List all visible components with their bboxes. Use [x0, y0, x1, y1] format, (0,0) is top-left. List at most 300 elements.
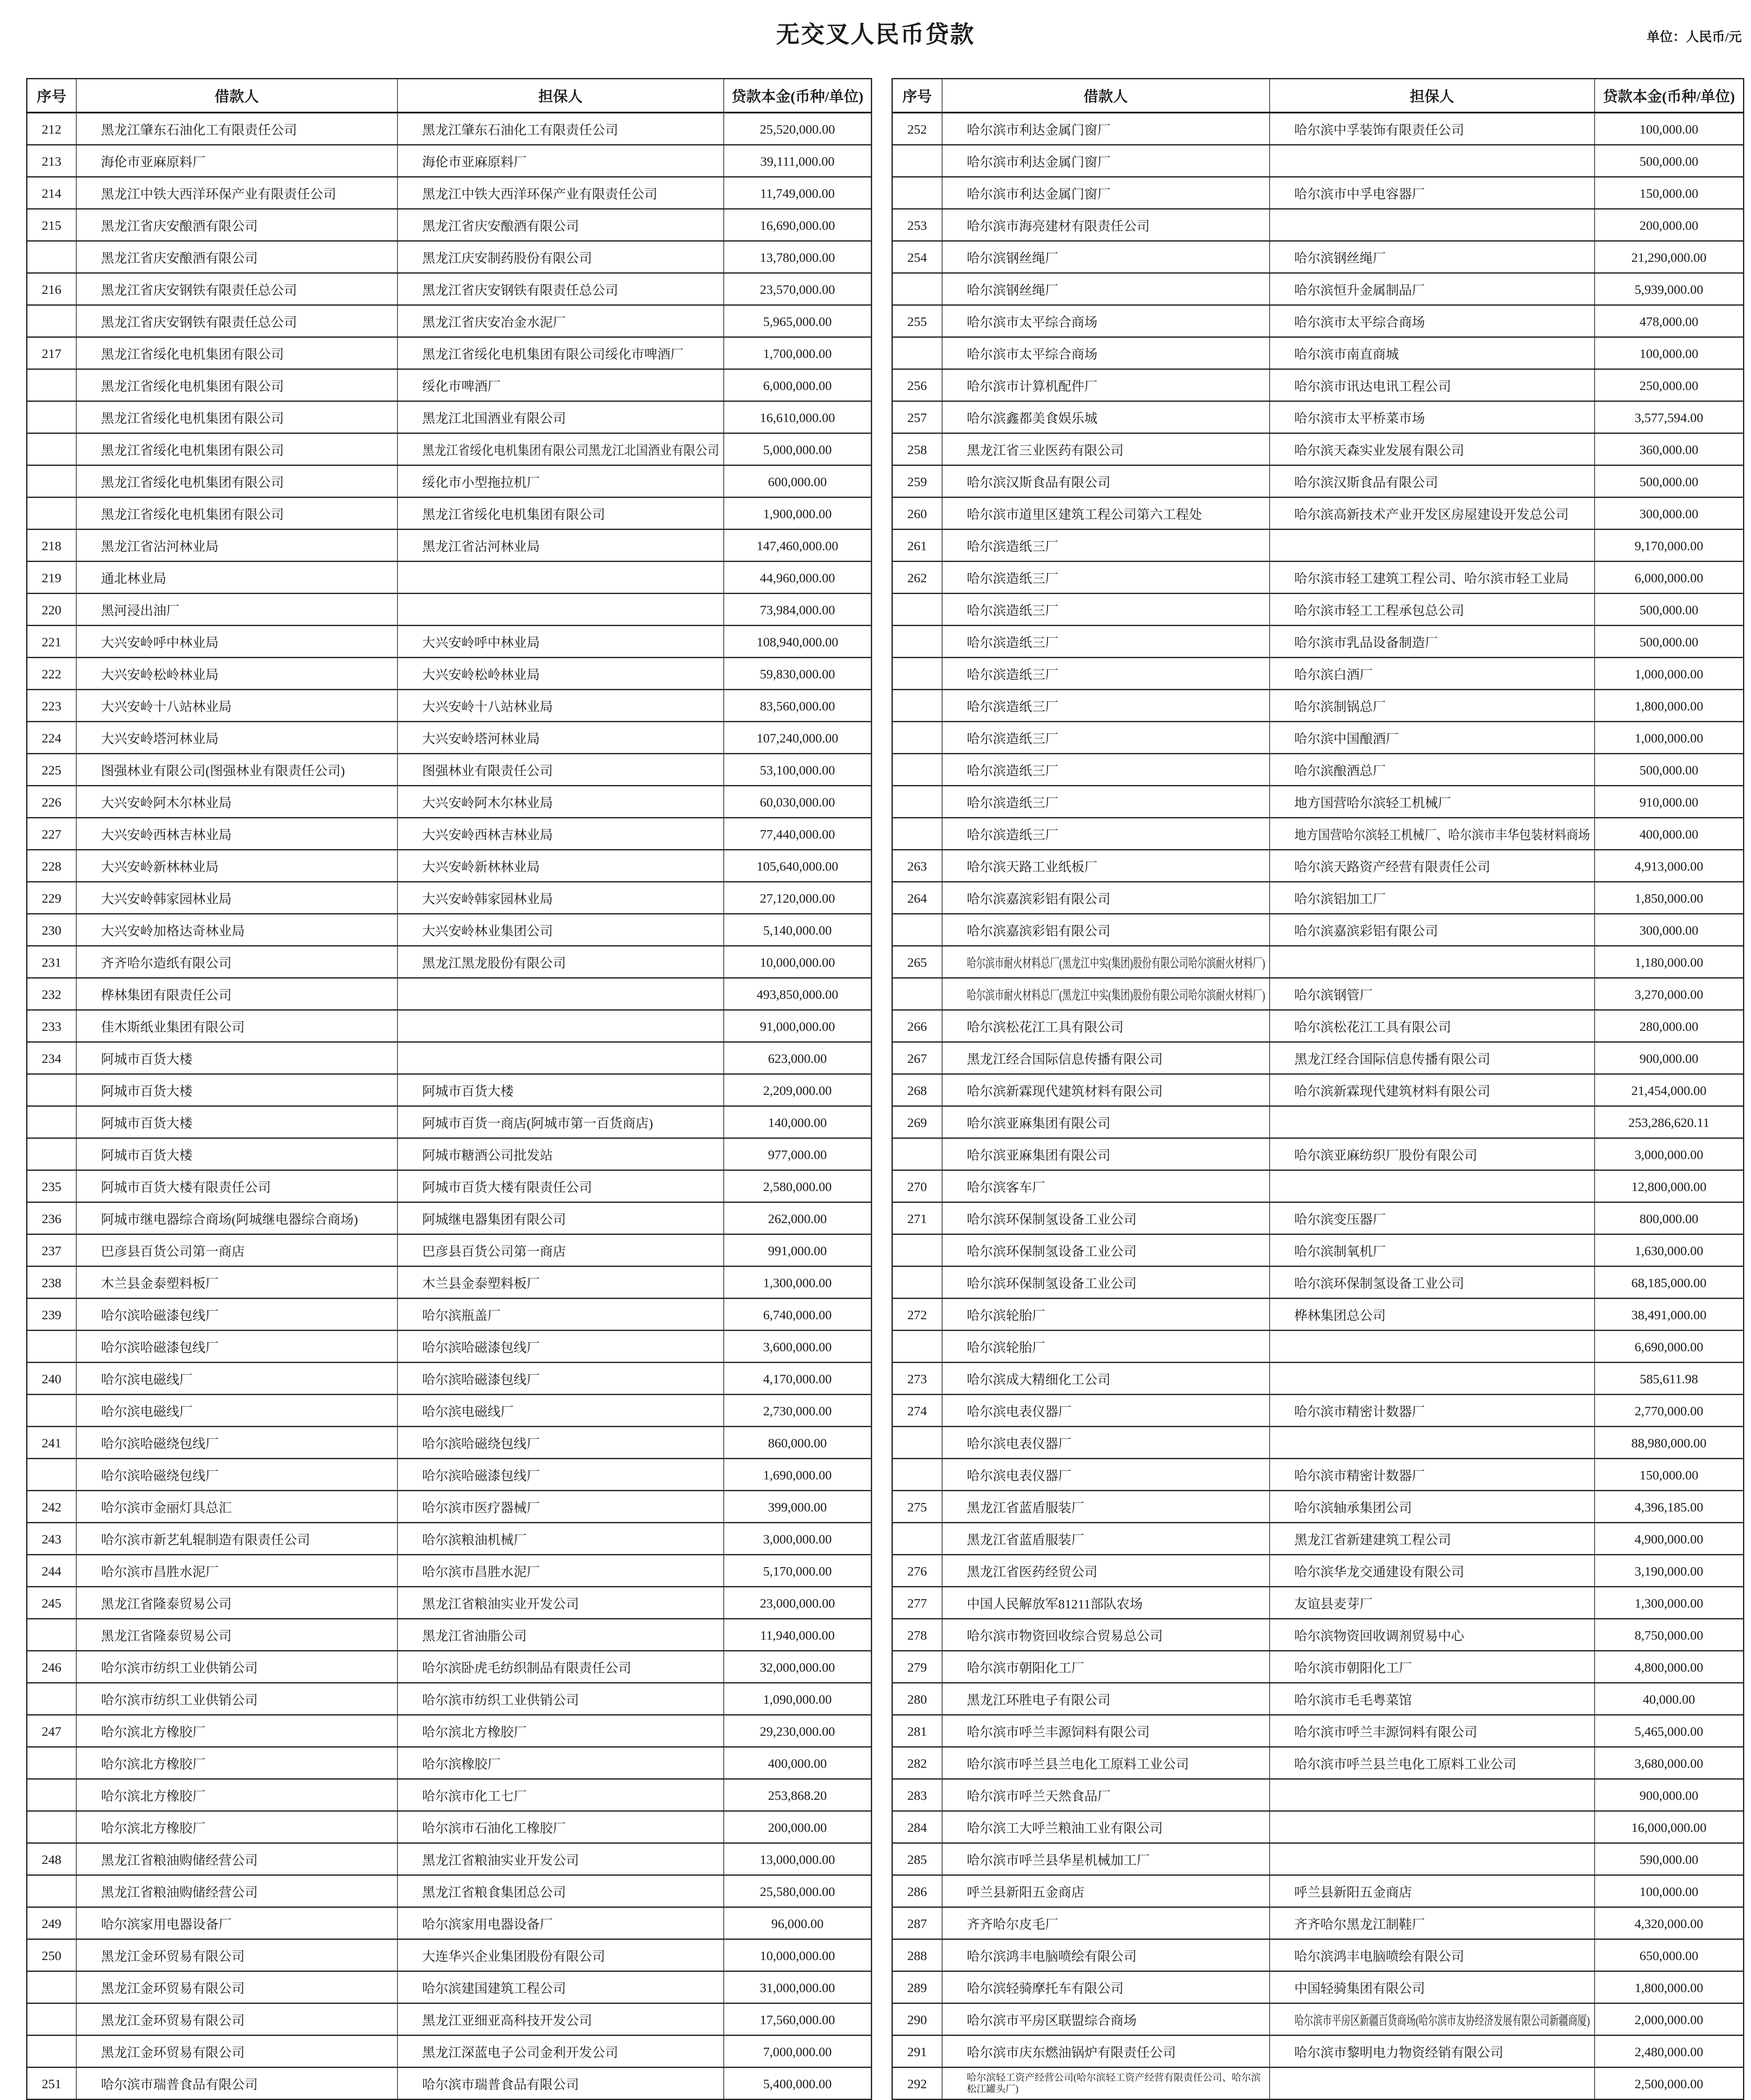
cell-amount: 17,560,000.00: [724, 2003, 872, 2035]
cell-borrower: 黑龙江省庆安酿酒有限公司: [76, 209, 397, 241]
table-row: [892, 1843, 1744, 1875]
cell-seq: [27, 401, 76, 433]
cell-guarantor: [397, 594, 724, 626]
cell-seq: 237: [27, 1234, 76, 1266]
cell-guarantor: [1270, 1363, 1595, 1395]
cell-amount: 253,868.20: [724, 1779, 872, 1811]
table-row: [892, 914, 1744, 946]
cell-seq: 232: [27, 978, 76, 1010]
cell-seq: 276: [892, 1555, 942, 1587]
cell-guarantor: 黑龙江黑龙股份有限公司: [397, 946, 724, 978]
table-row: [27, 1587, 872, 1619]
cell-guarantor: 哈尔滨哈磁漆包线厂: [397, 1363, 724, 1395]
cell-borrower: 大兴安岭西林吉林业局: [76, 818, 397, 850]
cell-amount: 10,000,000.00: [724, 1939, 872, 1971]
cell-amount: 11,749,000.00: [724, 177, 872, 209]
cell-guarantor: 哈尔滨市轻工工程承包总公司: [1270, 594, 1595, 626]
cell-borrower: 黑龙江金环贸易有限公司: [76, 1971, 397, 2003]
cell-guarantor: [1270, 1170, 1595, 1202]
cell-guarantor: [1270, 145, 1595, 177]
cell-seq: [27, 1331, 76, 1363]
cell-guarantor: [1270, 946, 1595, 978]
cell-amount: 6,690,000.00: [1595, 1331, 1744, 1363]
cell-amount: 68,185,000.00: [1595, 1266, 1744, 1299]
cell-seq: 234: [27, 1042, 76, 1074]
cell-borrower: 哈尔滨松花江工具有限公司: [942, 1010, 1270, 1042]
cell-borrower: 黑龙江省庆安酿酒有限公司: [76, 241, 397, 273]
table-row: [27, 850, 872, 882]
cell-seq: 236: [27, 1202, 76, 1234]
cell-amount: 262,000.00: [724, 1202, 872, 1234]
cell-amount: 1,850,000.00: [1595, 882, 1744, 914]
cell-guarantor: 哈尔滨钢管厂: [1270, 978, 1595, 1010]
cell-seq: [892, 786, 942, 818]
table-row: [892, 2068, 1744, 2100]
table-header: [892, 79, 1744, 113]
cell-seq: 274: [892, 1395, 942, 1427]
cell-guarantor: 黑龙江中铁大西洋环保产业有限责任公司: [397, 177, 724, 209]
cell-amount: 7,000,000.00: [724, 2035, 872, 2068]
cell-amount: 253,286,620.11: [1595, 1106, 1744, 1138]
cell-amount: 83,560,000.00: [724, 690, 872, 722]
cell-guarantor: 大兴安岭十八站林业局: [397, 690, 724, 722]
cell-amount: 500,000.00: [1595, 754, 1744, 786]
table-row: [892, 1202, 1744, 1234]
cell-amount: 3,680,000.00: [1595, 1747, 1744, 1779]
cell-borrower: 哈尔滨造纸三厂: [942, 562, 1270, 594]
cell-seq: [892, 914, 942, 946]
table-row: [27, 1683, 872, 1715]
cell-guarantor: [397, 562, 724, 594]
header-row: [27, 79, 872, 113]
column-header-borrower: 借款人: [76, 79, 397, 113]
cell-seq: 221: [27, 626, 76, 658]
table-row: [27, 177, 872, 209]
cell-amount: 88,980,000.00: [1595, 1427, 1744, 1459]
cell-borrower: 黑龙江省三业医药有限公司: [942, 433, 1270, 465]
cell-borrower: 哈尔滨市物资回收综合贸易总公司: [942, 1619, 1270, 1651]
cell-seq: 238: [27, 1266, 76, 1299]
table-row: [27, 1555, 872, 1587]
cell-guarantor: 哈尔滨白酒厂: [1270, 658, 1595, 690]
cell-amount: 2,580,000.00: [724, 1170, 872, 1202]
cell-seq: 225: [27, 754, 76, 786]
cell-seq: 248: [27, 1843, 76, 1875]
cell-borrower: 哈尔滨哈磁漆包线厂: [76, 1331, 397, 1363]
cell-borrower: 黑龙江省绥化电机集团有限公司: [76, 497, 397, 530]
cell-seq: 226: [27, 786, 76, 818]
cell-amount: 1,000,000.00: [1595, 658, 1744, 690]
table-row: [27, 1363, 872, 1395]
table-row: [27, 978, 872, 1010]
page-title: 无交叉人民币贷款: [776, 22, 975, 48]
cell-borrower: 佳木斯纸业集团有限公司: [76, 1010, 397, 1042]
table-row: [27, 1875, 872, 1907]
cell-guarantor: 哈尔滨市纺织工业供销公司: [397, 1683, 724, 1715]
cell-guarantor: [1270, 1106, 1595, 1138]
cell-borrower: 大兴安岭呼中林业局: [76, 626, 397, 658]
cell-guarantor: 木兰县金泰塑料板厂: [397, 1266, 724, 1299]
cell-amount: 5,965,000.00: [724, 305, 872, 337]
cell-seq: [27, 497, 76, 530]
cell-seq: [27, 241, 76, 273]
table-row: [892, 658, 1744, 690]
cell-borrower: 黑龙江肇东石油化工有限责任公司: [76, 113, 397, 145]
table-row: [27, 1074, 872, 1106]
cell-borrower: 哈尔滨环保制氢设备工业公司: [942, 1202, 1270, 1234]
table-row: [27, 530, 872, 562]
cell-guarantor: 哈尔滨华龙交通建设有限公司: [1270, 1555, 1595, 1587]
cell-amount: 399,000.00: [724, 1491, 872, 1523]
cell-amount: 40,000.00: [1595, 1683, 1744, 1715]
cell-seq: 275: [892, 1491, 942, 1523]
cell-guarantor: 哈尔滨天森实业发展有限公司: [1270, 433, 1595, 465]
cell-seq: 240: [27, 1363, 76, 1395]
cell-guarantor: 哈尔滨中孚装饰有限责任公司: [1270, 113, 1595, 145]
cell-seq: 246: [27, 1651, 76, 1683]
cell-borrower: 黑龙江省隆泰贸易公司: [76, 1619, 397, 1651]
cell-seq: [27, 1106, 76, 1138]
cell-guarantor: 阿城继电器集团有限公司: [397, 1202, 724, 1234]
cell-seq: [27, 465, 76, 497]
cell-amount: 2,209,000.00: [724, 1074, 872, 1106]
cell-borrower: 黑龙江省庆安钢铁有限责任总公司: [76, 305, 397, 337]
cell-borrower: 哈尔滨成大精细化工公司: [942, 1363, 1270, 1395]
table-row: [27, 209, 872, 241]
cell-seq: [892, 1427, 942, 1459]
cell-borrower: 哈尔滨电表仪器厂: [942, 1395, 1270, 1427]
cell-amount: 280,000.00: [1595, 1010, 1744, 1042]
table-row: [892, 2035, 1744, 2068]
cell-seq: 287: [892, 1907, 942, 1939]
cell-borrower: 哈尔滨汉斯食品有限公司: [942, 465, 1270, 497]
cell-amount: 1,800,000.00: [1595, 1971, 1744, 2003]
cell-borrower: 黑龙江省绥化电机集团有限公司: [76, 465, 397, 497]
cell-guarantor: 大兴安岭西林吉林业局: [397, 818, 724, 850]
table-row: [892, 1811, 1744, 1843]
cell-guarantor: 黑龙江省粮油实业开发公司: [397, 1587, 724, 1619]
table-row: [892, 2003, 1744, 2035]
cell-amount: 860,000.00: [724, 1427, 872, 1459]
cell-borrower: 哈尔滨市利达金属门窗厂: [942, 145, 1270, 177]
cell-guarantor: 哈尔滨市太平综合商场: [1270, 305, 1595, 337]
cell-borrower: 哈尔滨北方橡胶厂: [76, 1811, 397, 1843]
cell-amount: 23,000,000.00: [724, 1587, 872, 1619]
table-row: [892, 946, 1744, 978]
table-row: [892, 1234, 1744, 1266]
cell-amount: 53,100,000.00: [724, 754, 872, 786]
table-row: [892, 1266, 1744, 1299]
cell-guarantor: 黑龙江亚细亚高科技开发公司: [397, 2003, 724, 2035]
cell-seq: 281: [892, 1715, 942, 1747]
cell-guarantor: 哈尔滨市石油化工橡胶厂: [397, 1811, 724, 1843]
cell-borrower: 哈尔滨客车厂: [942, 1170, 1270, 1202]
cell-borrower: 阿城市百货大楼: [76, 1138, 397, 1170]
cell-seq: 228: [27, 850, 76, 882]
cell-amount: 500,000.00: [1595, 145, 1744, 177]
cell-seq: 273: [892, 1363, 942, 1395]
cell-amount: 360,000.00: [1595, 433, 1744, 465]
column-header-seq: 序号: [892, 79, 942, 113]
table-row: [892, 978, 1744, 1010]
cell-seq: 285: [892, 1843, 942, 1875]
cell-borrower: 图强林业有限公司(图强林业有限责任公司): [76, 754, 397, 786]
table-row: [892, 722, 1744, 754]
cell-seq: [27, 369, 76, 401]
cell-amount: 25,520,000.00: [724, 113, 872, 145]
cell-guarantor: 桦林集团总公司: [1270, 1299, 1595, 1331]
table-row: [27, 113, 872, 145]
table-row: [892, 1587, 1744, 1619]
cell-borrower: 哈尔滨工大呼兰粮油工业有限公司: [942, 1811, 1270, 1843]
cell-guarantor: 黑龙江北国酒业有限公司: [397, 401, 724, 433]
cell-borrower: 阿城市继电器综合商场(阿城继电器综合商场): [76, 1202, 397, 1234]
table-row: [27, 2003, 872, 2035]
cell-amount: 500,000.00: [1595, 465, 1744, 497]
table-row: [27, 946, 872, 978]
cell-guarantor: [1270, 1843, 1595, 1875]
cell-guarantor: 哈尔滨建国建筑工程公司: [397, 1971, 724, 2003]
cell-amount: 150,000.00: [1595, 1459, 1744, 1491]
cell-seq: 251: [27, 2068, 76, 2100]
table-row: [892, 1523, 1744, 1555]
table-row: [27, 1234, 872, 1266]
column-header-borrower: 借款人: [942, 79, 1270, 113]
table-row: [27, 1299, 872, 1331]
cell-borrower: 哈尔滨市金丽灯具总汇: [76, 1491, 397, 1523]
cell-seq: 231: [27, 946, 76, 978]
cell-amount: 6,000,000.00: [724, 369, 872, 401]
cell-seq: 286: [892, 1875, 942, 1907]
table-row: [27, 337, 872, 369]
cell-borrower: 哈尔滨电磁线厂: [76, 1363, 397, 1395]
table-row: [892, 1074, 1744, 1106]
cell-seq: [27, 1779, 76, 1811]
cell-borrower: 黑龙江省隆泰贸易公司: [76, 1587, 397, 1619]
table-row: [892, 241, 1744, 273]
cell-borrower: 黑龙江省粮油购储经营公司: [76, 1875, 397, 1907]
cell-guarantor: 哈尔滨环保制氢设备工业公司: [1270, 1266, 1595, 1299]
cell-guarantor: 哈尔滨嘉滨彩铝有限公司: [1270, 914, 1595, 946]
table-row: [27, 497, 872, 530]
cell-amount: 250,000.00: [1595, 369, 1744, 401]
cell-seq: 272: [892, 1299, 942, 1331]
cell-borrower: 哈尔滨电磁线厂: [76, 1395, 397, 1427]
cell-amount: 16,610,000.00: [724, 401, 872, 433]
cell-seq: 220: [27, 594, 76, 626]
cell-amount: 5,140,000.00: [724, 914, 872, 946]
table-row: [892, 1555, 1744, 1587]
cell-seq: [27, 1875, 76, 1907]
cell-amount: 13,000,000.00: [724, 1843, 872, 1875]
cell-amount: 3,577,594.00: [1595, 401, 1744, 433]
table-row: [27, 2068, 872, 2100]
cell-amount: 800,000.00: [1595, 1202, 1744, 1234]
cell-guarantor: [1270, 1779, 1595, 1811]
cell-borrower: 大兴安岭十八站林业局: [76, 690, 397, 722]
table-row: [892, 530, 1744, 562]
cell-seq: 256: [892, 369, 942, 401]
cell-borrower: 哈尔滨市海亮建材有限责任公司: [942, 209, 1270, 241]
cell-seq: 260: [892, 497, 942, 530]
cell-borrower: 哈尔滨环保制氢设备工业公司: [942, 1266, 1270, 1299]
cell-borrower: 黑龙江省蓝盾服装厂: [942, 1523, 1270, 1555]
table-row: [27, 1266, 872, 1299]
table-row: [892, 113, 1744, 145]
cell-amount: 1,630,000.00: [1595, 1234, 1744, 1266]
cell-seq: [27, 1074, 76, 1106]
cell-amount: 200,000.00: [1595, 209, 1744, 241]
table-row: [892, 562, 1744, 594]
cell-borrower: 哈尔滨北方橡胶厂: [76, 1747, 397, 1779]
cell-seq: 230: [27, 914, 76, 946]
cell-amount: 3,000,000.00: [724, 1523, 872, 1555]
cell-amount: 13,780,000.00: [724, 241, 872, 273]
cell-seq: 283: [892, 1779, 942, 1811]
cell-amount: 23,570,000.00: [724, 273, 872, 305]
table-row: [27, 786, 872, 818]
cell-borrower: 大兴安岭加格达奇林业局: [76, 914, 397, 946]
cell-borrower: 哈尔滨市计算机配件厂: [942, 369, 1270, 401]
table-row: [27, 1523, 872, 1555]
table-header: [27, 79, 872, 113]
table-row: [892, 882, 1744, 914]
cell-borrower: 哈尔滨轻工资产经营公司(哈尔滨轻工资产经营有限责任公司、哈尔滨松江罐头厂): [942, 2068, 1270, 2100]
table-row: [27, 1715, 872, 1747]
cell-borrower: 哈尔滨市新艺轧辊制造有限责任公司: [76, 1523, 397, 1555]
cell-borrower: 哈尔滨造纸三厂: [942, 594, 1270, 626]
cell-borrower: 哈尔滨鸿丰电脑喷绘有限公司: [942, 1939, 1270, 1971]
cell-borrower: 齐齐哈尔皮毛厂: [942, 1907, 1270, 1939]
cell-borrower: 大兴安岭韩家园林业局: [76, 882, 397, 914]
cell-guarantor: 齐齐哈尔黑龙江制鞋厂: [1270, 1907, 1595, 1939]
cell-guarantor: 友谊县麦芽厂: [1270, 1587, 1595, 1619]
cell-guarantor: 哈尔滨市呼兰丰源饲料有限公司: [1270, 1715, 1595, 1747]
cell-amount: 4,170,000.00: [724, 1363, 872, 1395]
cell-amount: 5,400,000.00: [724, 2068, 872, 2100]
cell-borrower: 黑龙江省庆安钢铁有限责任总公司: [76, 273, 397, 305]
cell-seq: 235: [27, 1170, 76, 1202]
cell-borrower: 哈尔滨轮胎厂: [942, 1331, 1270, 1363]
cell-guarantor: 哈尔滨新霖现代建筑材料有限公司: [1270, 1074, 1595, 1106]
column-header-principal: 贷款本金(币种/单位): [1595, 79, 1744, 113]
cell-seq: 217: [27, 337, 76, 369]
cell-guarantor: 哈尔滨市讯达电讯工程公司: [1270, 369, 1595, 401]
cell-seq: 243: [27, 1523, 76, 1555]
cell-guarantor: 哈尔滨市中孚电容器厂: [1270, 177, 1595, 209]
cell-borrower: 哈尔滨环保制氢设备工业公司: [942, 1234, 1270, 1266]
cell-guarantor: 哈尔滨橡胶厂: [397, 1747, 724, 1779]
cell-amount: 107,240,000.00: [724, 722, 872, 754]
cell-seq: 223: [27, 690, 76, 722]
cell-seq: [892, 978, 942, 1010]
table-row: [892, 497, 1744, 530]
cell-seq: 245: [27, 1587, 76, 1619]
cell-borrower: 哈尔滨钢丝绳厂: [942, 273, 1270, 305]
table-row: [892, 1331, 1744, 1363]
cell-amount: 600,000.00: [724, 465, 872, 497]
table-row: [27, 433, 872, 465]
cell-borrower: 桦林集团有限责任公司: [76, 978, 397, 1010]
cell-amount: 31,000,000.00: [724, 1971, 872, 2003]
cell-seq: 290: [892, 2003, 942, 2035]
loan-table-right: [892, 78, 1744, 2100]
table-row: [27, 1747, 872, 1779]
cell-borrower: 哈尔滨市昌胜水泥厂: [76, 1555, 397, 1587]
table-row: [27, 273, 872, 305]
cell-borrower: 哈尔滨市太平综合商场: [942, 337, 1270, 369]
cell-seq: [892, 177, 942, 209]
cell-borrower: 黑龙江省医药经贸公司: [942, 1555, 1270, 1587]
cell-seq: [892, 1234, 942, 1266]
cell-guarantor: 地方国营哈尔滨轻工机械厂、哈尔滨市丰华包装材料商场: [1270, 818, 1595, 850]
table-row: [892, 177, 1744, 209]
unit-label: 单位：人民币/元: [1646, 30, 1742, 44]
cell-borrower: 哈尔滨哈磁漆包线厂: [76, 1299, 397, 1331]
cell-borrower: 哈尔滨市平房区联盟综合商场: [942, 2003, 1270, 2035]
table-row: [892, 273, 1744, 305]
cell-guarantor: 大兴安岭塔河林业局: [397, 722, 724, 754]
cell-amount: 105,640,000.00: [724, 850, 872, 882]
cell-borrower: 黑龙江经合国际信息传播有限公司: [942, 1042, 1270, 1074]
cell-seq: 239: [27, 1299, 76, 1331]
cell-guarantor: 黑龙江庆安制药股份有限公司: [397, 241, 724, 273]
cell-amount: 1,300,000.00: [1595, 1587, 1744, 1619]
cell-guarantor: 哈尔滨市医疗器械厂: [397, 1491, 724, 1523]
cell-amount: 91,000,000.00: [724, 1010, 872, 1042]
table-row: [892, 594, 1744, 626]
cell-seq: [892, 337, 942, 369]
cell-seq: 233: [27, 1010, 76, 1042]
cell-guarantor: 哈尔滨哈磁漆包线厂: [397, 1331, 724, 1363]
cell-seq: [27, 1459, 76, 1491]
cell-guarantor: 哈尔滨钢丝绳厂: [1270, 241, 1595, 273]
cell-guarantor: 哈尔滨铝加工厂: [1270, 882, 1595, 914]
cell-guarantor: 图强林业有限责任公司: [397, 754, 724, 786]
cell-borrower: 哈尔滨北方橡胶厂: [76, 1779, 397, 1811]
cell-borrower: 木兰县金泰塑料板厂: [76, 1266, 397, 1299]
cell-borrower: 中国人民解放军81211部队农场: [942, 1587, 1270, 1619]
table-row: [892, 1683, 1744, 1715]
cell-amount: 8,750,000.00: [1595, 1619, 1744, 1651]
cell-seq: 257: [892, 401, 942, 433]
cell-seq: [27, 433, 76, 465]
cell-seq: 288: [892, 1939, 942, 1971]
cell-guarantor: 哈尔滨市轻工建筑工程公司、哈尔滨市轻工业局: [1270, 562, 1595, 594]
cell-guarantor: 哈尔滨市朝阳化工厂: [1270, 1651, 1595, 1683]
cell-amount: 27,120,000.00: [724, 882, 872, 914]
cell-guarantor: 黑龙江省绥化电机集团有限公司: [397, 497, 724, 530]
cell-borrower: 哈尔滨鑫都美食娱乐城: [942, 401, 1270, 433]
table-row: [892, 1138, 1744, 1170]
table-row: [892, 401, 1744, 433]
cell-guarantor: 哈尔滨市平房区新疆百货商场(哈尔滨市友协经济发展有限公司新疆商厦): [1270, 2003, 1595, 2035]
cell-guarantor: 哈尔滨哈磁漆包线厂: [397, 1459, 724, 1491]
cell-amount: 3,600,000.00: [724, 1331, 872, 1363]
cell-amount: 400,000.00: [724, 1747, 872, 1779]
cell-amount: 3,190,000.00: [1595, 1555, 1744, 1587]
cell-seq: 269: [892, 1106, 942, 1138]
cell-borrower: 哈尔滨新霖现代建筑材料有限公司: [942, 1074, 1270, 1106]
cell-seq: 278: [892, 1619, 942, 1651]
cell-amount: 2,500,000.00: [1595, 2068, 1744, 2100]
cell-seq: [892, 1331, 942, 1363]
table-row: [892, 1619, 1744, 1651]
table-row: [892, 850, 1744, 882]
cell-amount: 21,290,000.00: [1595, 241, 1744, 273]
cell-amount: 1,690,000.00: [724, 1459, 872, 1491]
cell-seq: 280: [892, 1683, 942, 1715]
